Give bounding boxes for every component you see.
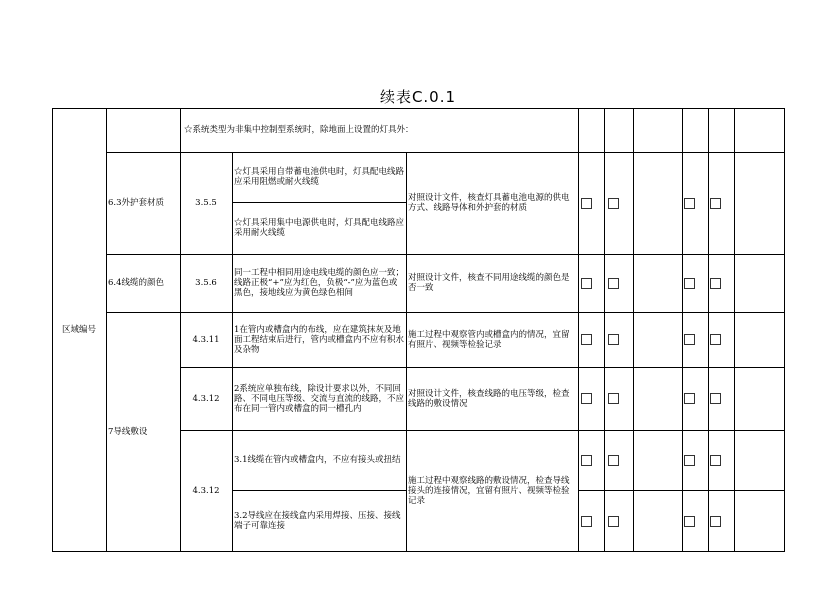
checkbox-empty-icon[interactable] — [581, 393, 592, 404]
checkbox-empty-icon[interactable] — [710, 278, 721, 289]
checkbox-empty-icon[interactable] — [684, 455, 695, 466]
clause-code: 3.5.6 — [195, 278, 217, 288]
check-method: 施工过程中观察线路的敷设情况，检查导线接头的连接情况，宜留有照片、视频等检验记录 — [408, 476, 570, 506]
checkbox-empty-icon[interactable] — [581, 455, 592, 466]
requirement-text: 2系统应单独布线，除设计要求以外，不同回路、不同电压等级、交流与直流的线路，不应布在同一管内或槽盒的同一槽孔内 — [234, 383, 405, 414]
checkbox-empty-icon[interactable] — [710, 334, 721, 345]
checkbox-empty-icon[interactable] — [608, 455, 619, 466]
note-text: ☆系统类型为非集中控制型系统时，除地面上设置的灯具外： — [184, 125, 414, 135]
section-name: 7导线敷设 — [108, 427, 148, 437]
checkbox-empty-icon[interactable] — [684, 278, 695, 289]
checkbox-empty-icon[interactable] — [581, 278, 592, 289]
section-name: 6.3外护套材质 — [108, 198, 165, 208]
checkbox-empty-icon[interactable] — [581, 516, 592, 527]
checkbox-empty-icon[interactable] — [684, 334, 695, 345]
checkbox-empty-icon[interactable] — [684, 393, 695, 404]
clause-code: 4.3.12 — [192, 393, 220, 404]
check-method: 施工过程中观察管内或槽盒内的情况，宜留有照片、视频等检验记录 — [408, 329, 570, 350]
check-method: 对照设计文件，核查灯具蓄电池电源的供电方式、线路导体和外护套的材质 — [408, 193, 570, 213]
checkbox-empty-icon[interactable] — [608, 516, 619, 527]
checkbox-empty-icon[interactable] — [684, 198, 695, 209]
clause-code: 4.3.11 — [192, 334, 220, 345]
check-method: 对照设计文件，核查线路的电压等级，检查线路的敷设情况 — [408, 388, 570, 409]
area-label: 区域编号 — [61, 325, 96, 335]
requirement-text: 同一工程中相同用途电线电缆的颜色应一致；线路正极“+”应为红色，负极“-”应为蓝色或黑色，接地线应为黄色绿色相间 — [234, 268, 405, 298]
clause-code: 4.3.12 — [192, 486, 220, 496]
checkbox-empty-icon[interactable] — [608, 334, 619, 345]
page-title: 续表C.0.1 — [379, 88, 457, 106]
section-name: 6.4线缆的颜色 — [108, 278, 165, 288]
checkbox-empty-icon[interactable] — [608, 393, 619, 404]
check-method: 对照设计文件，核查不同用途线缆的颜色是否一致 — [408, 273, 570, 293]
requirement-text: 1在管内或槽盒内的布线，应在建筑抹灰及地面工程结束后进行，管内或槽盒内不应有积水及杂物 — [234, 324, 405, 355]
checkbox-empty-icon[interactable] — [684, 516, 695, 527]
requirement-text: 3.1线缆在管内或槽盒内，不应有接头或扭结 — [234, 455, 401, 465]
requirement-text: 3.2导线应在接线盒内采用焊接、压接、接线端子可靠连接 — [234, 511, 401, 531]
clause-code: 3.5.5 — [195, 198, 217, 208]
checkbox-empty-icon[interactable] — [608, 198, 619, 209]
checkbox-empty-icon[interactable] — [581, 334, 592, 345]
requirement-text: ☆灯具采用集中电源供电时，灯具配电线路应采用耐火线缆 — [234, 218, 405, 238]
checkbox-empty-icon[interactable] — [710, 198, 721, 209]
checkbox-empty-icon[interactable] — [608, 278, 619, 289]
requirement-text: ☆灯具采用自带蓄电池供电时，灯具配电线路应采用阻燃或耐火线缆 — [234, 167, 405, 187]
checkbox-empty-icon[interactable] — [710, 516, 721, 527]
checkbox-empty-icon[interactable] — [710, 455, 721, 466]
checkbox-empty-icon[interactable] — [581, 198, 592, 209]
checkbox-empty-icon[interactable] — [710, 393, 721, 404]
